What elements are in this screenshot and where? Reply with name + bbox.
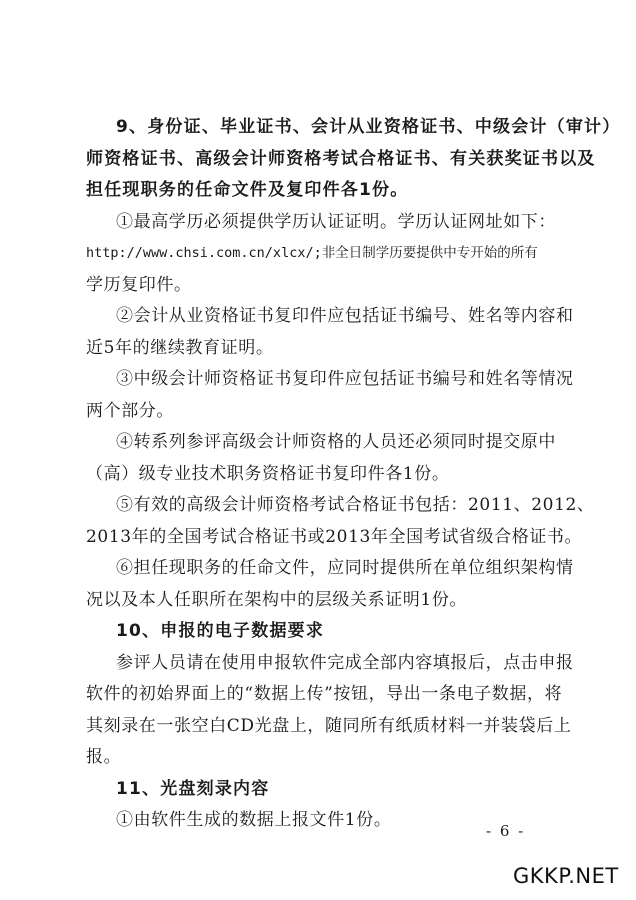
item-10	[86, 616, 574, 774]
item-9-heading	[86, 112, 621, 207]
note-6	[86, 553, 574, 616]
paragraph-line: 近5年的继续教育证明。	[86, 337, 274, 358]
heading-line: 9、身份证、毕业证书、会计从业资格证书、中级会计（审计）	[116, 117, 621, 137]
page-number: - 6 -	[486, 822, 526, 840]
paragraph-line: 其刻录在一张空白CD光盘上，随同所有纸质材料一并装袋后上	[86, 715, 572, 736]
heading-line: 担任现职务的任命文件及复印件各1份。	[86, 180, 409, 200]
paragraph-line: 况以及本人任职所在架构中的层级关系证明1份。	[86, 589, 468, 610]
document-body	[86, 112, 621, 837]
paragraph-line: ①由软件生成的数据上报文件1份。	[116, 810, 392, 830]
note-3	[86, 364, 574, 427]
paragraph-line: 软件的初始界面上的“数据上传”按钮，导出一条电子数据，将	[86, 684, 563, 704]
paragraph-line: 2013年的全国考试合格证书或2013年全国考试省级合格证书。	[86, 526, 583, 547]
paragraph-line: ⑤有效的高级会计师资格考试合格证书包括：2011、2012、	[116, 495, 595, 515]
paragraph-line: ④转系列参评高级会计师资格的人员还必须同时提交原中	[116, 432, 556, 452]
paragraph-line: ③中级会计师资格证书复印件应包括证书编号和姓名等情况	[116, 369, 574, 389]
paragraph-line: 学历复印件。	[86, 274, 192, 295]
url-line: http://www.chsi.com.cn/xlcx/;非全日制学历要提供中专开始的所有	[86, 245, 538, 261]
paragraph-line: ①最高学历必须提供学历认证证明。学历认证网址如下：	[116, 211, 556, 232]
paragraph-line: ②会计从业资格证书复印件应包括证书编号、姓名等内容和	[116, 306, 574, 326]
paragraph-line: ⑥担任现职务的任命文件，应同时提供所在单位组织架构情	[116, 558, 574, 578]
note-1	[86, 207, 566, 302]
paragraph-line: （高）级专业技术职务资格证书复印件各1份。	[86, 463, 450, 484]
heading-line: 师资格证书、高级会计师资格考试合格证书、有关获奖证书以及	[86, 148, 596, 169]
section-heading: 11、光盘刻录内容	[116, 778, 270, 799]
section-heading: 10、申报的电子数据要求	[116, 621, 325, 641]
paragraph-line: 两个部分。	[86, 400, 174, 421]
note-4	[86, 427, 566, 490]
note-2	[86, 301, 574, 364]
paragraph-line: 报。	[86, 747, 122, 767]
paragraph-line: 参评人员请在使用申报软件完成全部内容填报后，点击申报	[116, 652, 574, 673]
watermark-text: GKKP.NET	[513, 864, 619, 888]
note-5	[86, 490, 595, 553]
